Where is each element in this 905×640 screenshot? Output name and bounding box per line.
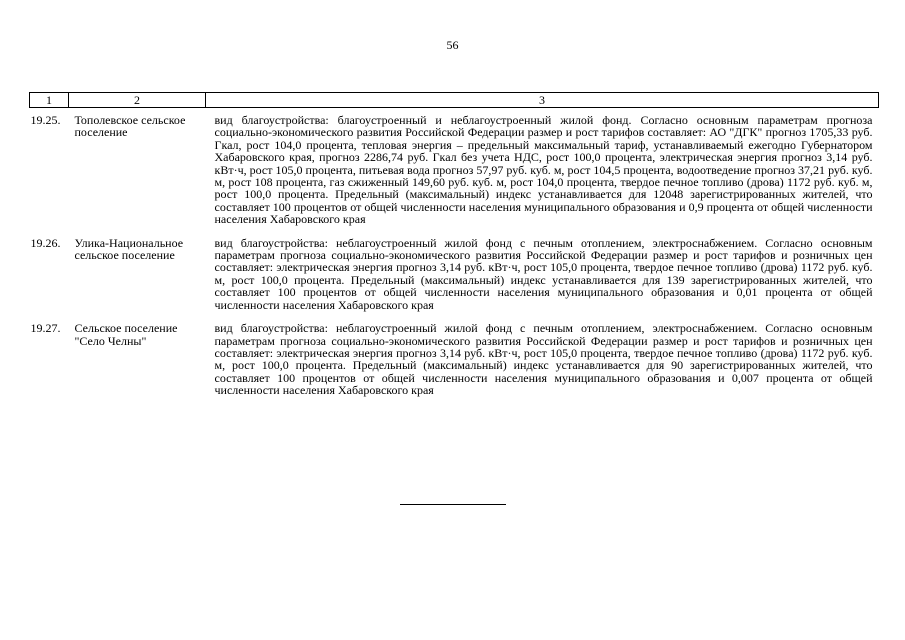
settlement-name: Улика-Национальное сельское поселение [74,235,184,263]
table-row [30,108,879,237]
footer-divider [400,504,506,505]
settlement-description: вид благоустройства: благоустроенный и неблагоустроенный жилой фонд. Согласно основным параметрам прогноза социально-экономического развития Российской Федерации размер и рост тарифов составляет: АО "ДГК" прогноз 1705,33 руб. Гкал, рост 104,0 процента, тепловая энергия – предельный максимальный тариф, устанавливаемый ежегодно Губернатором Хабаровского края, прогноз 2286,74 руб. Гкал без учета НДС, рост 100,0 процента, электрическая энергия прогноз 3,14 руб. кВт·ч, рост 105,0 процента, питьевая вода прогноз 57,97 руб. куб. м, рост 104,5 процента, водоотведение прогноз 37,21 руб. куб. м, рост 108 процента, газ сжиженный 149,60 руб. куб. м, рост 104,0 процента, твердое печное топливо (дрова) 1172 руб. куб. м, рост 100,0 процента. Предельный (максимальный) индекс устанавливается для 12048 зарегистрированных жителей, что составляет 100 процентов от общей численности населения муниципального образования и 0,9 процента от общей численности населения Хабаровского края [214,113,873,227]
table-row [30,237,879,322]
table-row [30,322,879,407]
table-header [30,93,879,108]
row-number: 19.26. [30,235,61,250]
settlement-name: Сельское поселение "Село Челны" [74,321,178,348]
page-number: 56 [446,38,459,52]
column-header-name: 2 [69,93,206,108]
column-header-description: 3 [206,93,879,108]
column-header-number: 1 [30,93,69,108]
tariff-table [29,92,879,408]
table-body [30,108,879,408]
table-header-row [30,93,879,108]
settlement-description: вид благоустройства: неблагоустроенный жилой фонд с печным отоплением, электроснабжением. Согласно основным параметрам прогноза социально-экономического развития Российской Федерации размер и рост тарифов и розничных цен составляет: электрическая энергия прогноз 3,14 руб. кВт·ч, рост 105,0 процента, твердое печное топливо (дрова) 1172 руб. куб. м, рост 100,0 процента. Предельный (максимальный) индекс устанавливается для 139 зарегистрированных жителей, что составляет 100 процентов от общей численности населения муниципального образования и 0,01 процента от общей численности населения Хабаровского края [214,235,873,312]
row-number: 19.25. [30,113,61,127]
settlement-name: Тополевское сельское поселение [74,113,186,140]
settlement-description: вид благоустройства: неблагоустроенный жилой фонд с печным отоплением, электроснабжением. Согласно основным параметрам прогноза социально-экономического развития Российской Федерации размер и рост тарифов и розничных цен составляет: электрическая энергия прогноз 3,14 руб. кВт·ч, рост 105,0 процента, твердое печное топливо (дрова) 1172 руб. куб. м, рост 100,0 процента. Предельный (максимальный) индекс устанавливается для 90 зарегистрированных жителей, что составляет 100 процентов от общей численности населения муниципального образования и 0,007 процента от общей численности населения Хабаровского края [214,321,873,398]
row-number: 19.27. [30,321,61,336]
